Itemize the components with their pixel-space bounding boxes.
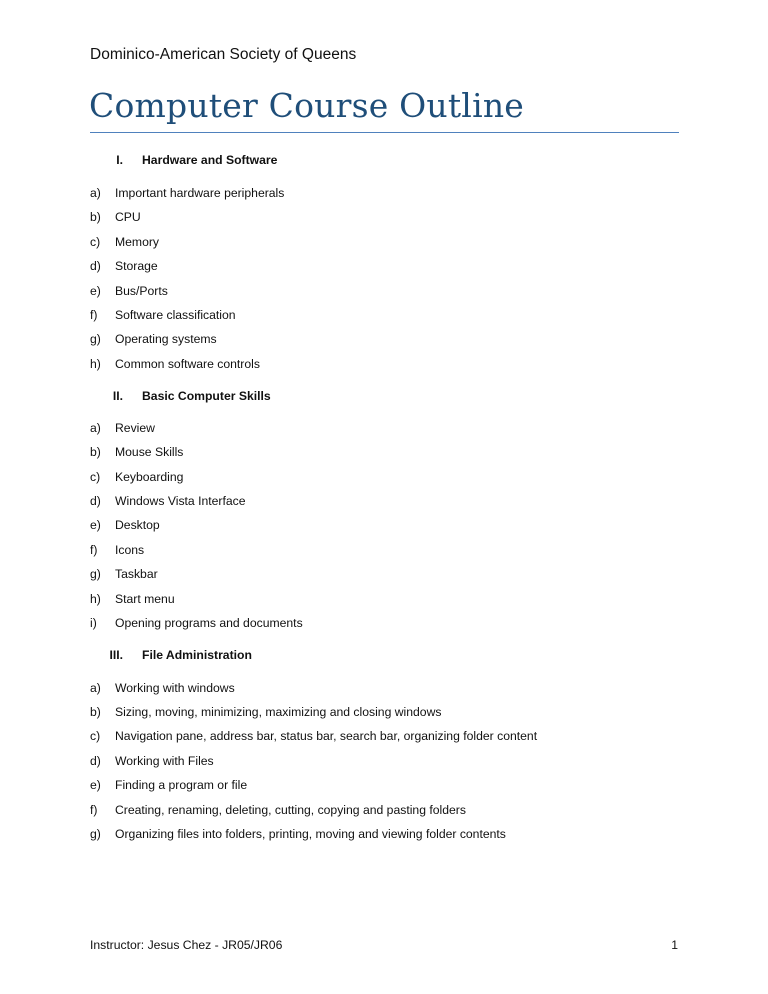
item-text: Storage bbox=[115, 259, 158, 273]
item-text: Common software controls bbox=[115, 357, 260, 371]
item-text: Icons bbox=[115, 543, 145, 557]
item-letter: g) bbox=[90, 567, 101, 581]
section-title: Basic Computer Skills bbox=[142, 389, 271, 403]
section-title: File Administration bbox=[142, 648, 252, 662]
item-text: Operating systems bbox=[115, 332, 217, 346]
item-letter: b) bbox=[90, 210, 101, 224]
item-letter: b) bbox=[90, 445, 101, 459]
item-letter: e) bbox=[90, 778, 101, 792]
item-letter: a) bbox=[90, 186, 101, 200]
item-text: Bus/Ports bbox=[115, 284, 168, 298]
item-letter: d) bbox=[90, 259, 101, 273]
item-letter: h) bbox=[90, 357, 101, 371]
item-text: Start menu bbox=[115, 592, 175, 606]
page-number: 1 bbox=[671, 938, 678, 952]
item-letter: g) bbox=[90, 827, 101, 841]
section-numeral: III. bbox=[109, 648, 123, 662]
item-text: Software classification bbox=[115, 308, 236, 322]
item-text: Important hardware peripherals bbox=[115, 186, 285, 200]
item-text: Working with windows bbox=[115, 681, 235, 695]
item-letter: g) bbox=[90, 332, 101, 346]
item-letter: e) bbox=[90, 518, 101, 532]
item-text: Windows Vista Interface bbox=[115, 494, 246, 508]
item-text: Creating, renaming, deleting, cutting, copying and pasting folders bbox=[115, 803, 466, 817]
item-text: Keyboarding bbox=[115, 470, 184, 484]
item-text: Desktop bbox=[115, 518, 160, 532]
section-numeral: I. bbox=[116, 153, 123, 167]
item-text: Sizing, moving, minimizing, maximizing and closing windows bbox=[115, 705, 442, 719]
footer-instructor: Instructor: Jesus Chez - JR05/JR06 bbox=[90, 938, 283, 952]
item-letter: f) bbox=[90, 543, 98, 557]
item-letter: c) bbox=[90, 470, 101, 484]
item-letter: d) bbox=[90, 754, 101, 768]
item-letter: b) bbox=[90, 705, 101, 719]
item-letter: c) bbox=[90, 235, 101, 249]
item-text: Review bbox=[115, 421, 155, 435]
item-text: Finding a program or file bbox=[115, 778, 248, 792]
item-text: Taskbar bbox=[115, 567, 158, 581]
item-letter: e) bbox=[90, 284, 101, 298]
page-title: Computer Course Outline bbox=[89, 86, 525, 125]
item-letter: a) bbox=[90, 421, 101, 435]
item-letter: d) bbox=[90, 494, 101, 508]
item-text: Memory bbox=[115, 235, 160, 249]
item-letter: i) bbox=[90, 616, 97, 630]
title-underline bbox=[90, 132, 679, 133]
item-text: Organizing files into folders, printing, moving and viewing folder contents bbox=[115, 827, 506, 841]
section-numeral: II. bbox=[112, 389, 123, 403]
header-organization: Dominico-American Society of Queens bbox=[90, 46, 357, 63]
item-text: Working with Files bbox=[115, 754, 214, 768]
item-letter: f) bbox=[90, 308, 98, 322]
item-text: Opening programs and documents bbox=[115, 616, 303, 630]
item-text: Navigation pane, address bar, status bar, search bar, organizing folder content bbox=[115, 729, 538, 743]
section-title: Hardware and Software bbox=[142, 153, 278, 167]
item-letter: f) bbox=[90, 803, 98, 817]
item-letter: h) bbox=[90, 592, 101, 606]
item-letter: a) bbox=[90, 681, 101, 695]
item-text: Mouse Skills bbox=[115, 445, 184, 459]
item-letter: c) bbox=[90, 729, 101, 743]
item-text: CPU bbox=[115, 210, 141, 224]
